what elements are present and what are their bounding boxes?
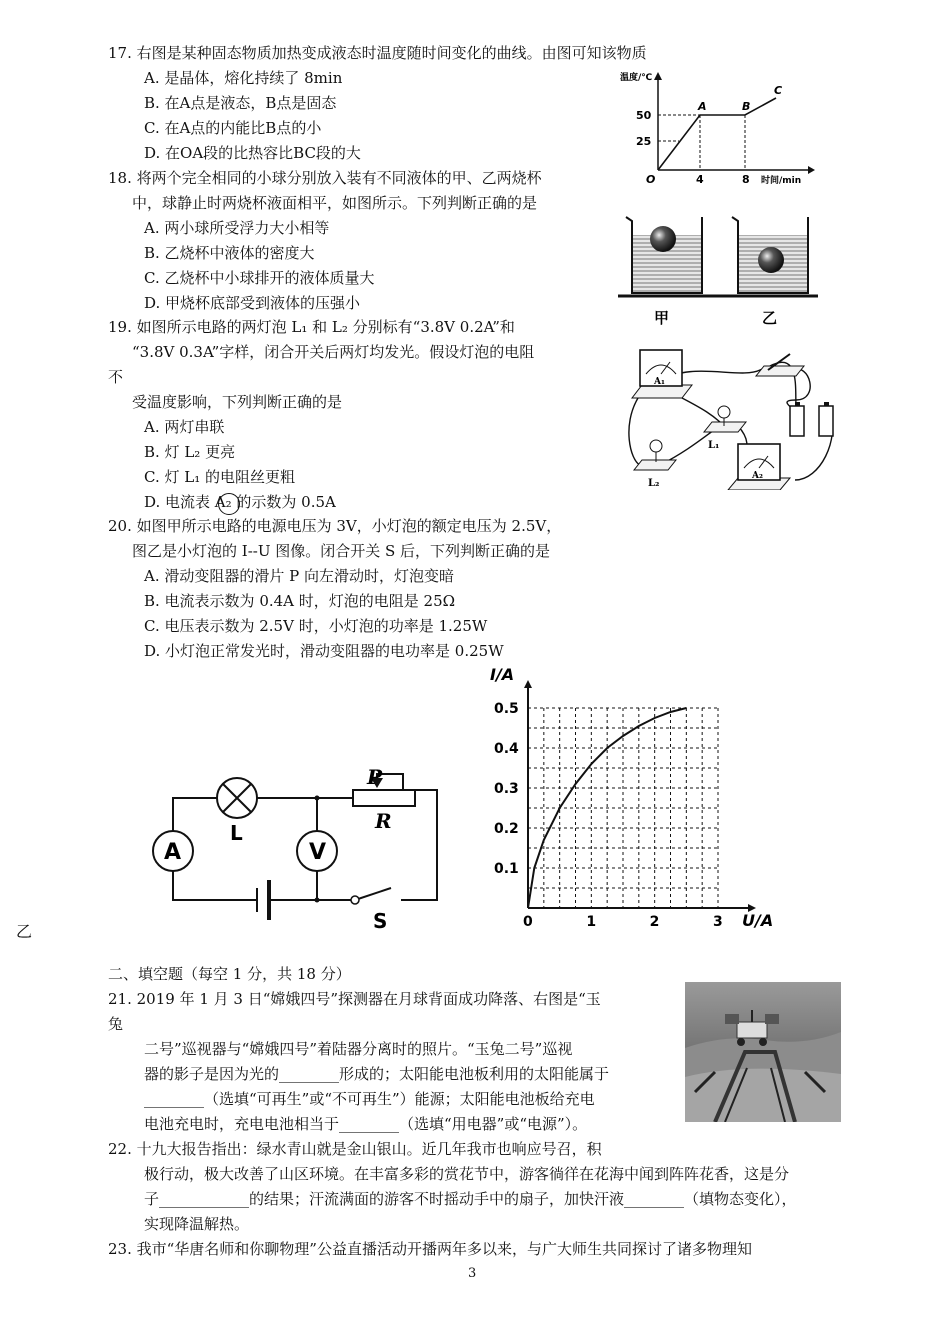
y-axis-arrow xyxy=(524,680,532,688)
q20-circuit-diagram xyxy=(145,762,445,932)
battery-pair xyxy=(790,402,833,436)
q19-option-b: B. 灯 L₂ 更亮 xyxy=(144,443,236,461)
q20-option-c: C. 电压表示数为 2.5V 时，小灯泡的功率是 1.25W xyxy=(144,617,488,635)
beaker-yi xyxy=(732,217,808,293)
q23-line1: 23. 我市“华唐名师和你聊物理”公益直播活动开播两年多以来，与广大师生共同探讨了诸多物理知 xyxy=(108,1240,752,1258)
q22-line4: 实现降温解热。 xyxy=(144,1215,250,1233)
voltmeter-label: V xyxy=(309,840,327,865)
section2-title: 二、填空题（每空 1 分，共 18 分） xyxy=(108,965,351,983)
rover-photo xyxy=(685,982,841,1122)
ball-jia xyxy=(650,226,676,252)
q19-option-c: C. 灯 L₁ 的电阻丝更粗 xyxy=(144,468,295,486)
q17-ytick-25: 25 xyxy=(636,135,652,148)
label-yi: 乙 xyxy=(762,309,778,327)
q17-ytick-50: 50 xyxy=(636,109,652,122)
q17-option-a: A. 是晶体，熔化持续了 8min xyxy=(144,69,343,87)
l2-label: L₂ xyxy=(648,478,660,489)
q19-circuit-figure xyxy=(620,340,845,490)
q19-stem-line2: “3.8V 0.3A”字样，闭合开关后两灯均发光。假设灯泡的电阻 xyxy=(132,343,535,361)
l1-label: L₁ xyxy=(708,440,720,451)
page-number: 3 xyxy=(468,1266,477,1281)
rheostat-label: R xyxy=(375,809,392,833)
q19-option-a: A. 两灯串联 xyxy=(144,418,225,436)
q18-beakers-figure xyxy=(612,205,822,335)
q17-point-c: C xyxy=(774,84,783,97)
q19-option-d: D. 电流表 A₂ 的示数为 0.5A xyxy=(144,493,336,511)
q20-iu-chart xyxy=(480,662,780,932)
q19-stem-line4: 受温度影响，下列判断正确的是 xyxy=(132,393,343,411)
q22-line1: 22. 十九大报告指出：绿水青山就是金山银山。近几年我市也响应号召，积 xyxy=(108,1140,602,1158)
label-jia: 甲 xyxy=(654,309,670,327)
q18-stem-line2: 中，球静止时两烧杯液面相平，如图所示。下列判断正确的是 xyxy=(132,194,538,212)
ammeter-a1 xyxy=(632,350,692,398)
q22-line2: 极行动，极大改善了山区环境。在丰富多彩的赏花节中，游客徜徉在花海中闻到阵阵花香，这是分 xyxy=(144,1165,790,1183)
q18-stem-line1: 18. 将两个完全相同的小球分别放入装有不同液体的甲、乙两烧杯 xyxy=(108,169,542,187)
ammeter-a2 xyxy=(728,444,790,490)
q21-line4: 器的影子是因为光的________形成的；太阳能电池板利用的太阳能属于 xyxy=(144,1065,610,1083)
q19-stem-line3: 不 xyxy=(108,368,124,386)
beaker-jia xyxy=(626,217,702,293)
ammeter-symbol xyxy=(153,831,193,871)
q19-stem-line1: 19. 如图所示电路的两灯泡 L₁ 和 L₂ 分别标有“3.8V 0.2A”和 xyxy=(108,318,515,336)
q18-option-c: C. 乙烧杯中小球排开的液体质量大 xyxy=(144,269,375,287)
q20-option-d: D. 小灯泡正常发光时，滑动变阻器的电功率是 0.25W xyxy=(144,642,504,660)
q19-annotation-circle xyxy=(218,493,240,515)
q20-option-a: A. 滑动变阻器的滑片 P 向左滑动时，灯泡变暗 xyxy=(144,567,454,585)
a2-label: A₂ xyxy=(752,471,763,481)
q18-option-d: D. 甲烧杯底部受到液体的压强小 xyxy=(144,294,361,312)
q17-temperature-graph xyxy=(618,66,818,186)
a1-label: A₁ xyxy=(654,377,665,387)
y-tick-label: 0.1 xyxy=(494,861,519,877)
switch-label: S xyxy=(373,909,388,932)
q18-option-b: B. 乙烧杯中液体的密度大 xyxy=(144,244,315,262)
y-tick-label: 0.5 xyxy=(494,701,519,717)
q17-point-a: A xyxy=(698,100,707,113)
voltmeter-symbol xyxy=(297,831,337,871)
q17-xtick-8: 8 xyxy=(742,173,750,186)
y-tick-label: 0.3 xyxy=(494,781,519,797)
q20-stem-line1: 20. 如图甲所示电路的电源电压为 3V，小灯泡的额定电压为 2.5V， xyxy=(108,517,562,535)
q17-option-b: B. 在A点是液态，B点是固态 xyxy=(144,94,337,112)
q21-line1: 21. 2019 年 1 月 3 日“嫦娥四号”探测器在月球背面成功降落、右图是“玉 xyxy=(108,990,601,1008)
ball-yi xyxy=(758,247,784,273)
q18-option-a: A. 两小球所受浮力大小相等 xyxy=(144,219,330,237)
q21-line5: ________（选填“可再生”或“不可再生”）能源；太阳能电池板给充电 xyxy=(144,1090,595,1108)
lamp-l2 xyxy=(634,440,676,489)
q20-stem-line2: 图乙是小灯泡的 I--U 图像。闭合开关 S 后，下列判断正确的是 xyxy=(132,542,551,560)
slider-label: P xyxy=(367,765,383,789)
q17-xtick-4: 4 xyxy=(696,173,704,186)
x-tick-label: 0 xyxy=(523,914,533,930)
lamp-label: L xyxy=(230,821,243,845)
chart-xlabel: U/A xyxy=(742,911,774,930)
q22-line3: 子____________的结果；汗流满面的游客不时摇动手中的扇子，加快汗液________（填物态变化）， xyxy=(144,1190,797,1208)
q17-stem: 17. 右图是某种固态物质加热变成液态时温度随时间变化的曲线。由图可知该物质 xyxy=(108,44,647,62)
chart-ylabel: I/A xyxy=(490,665,515,684)
y-tick-label: 0.4 xyxy=(494,741,519,757)
q17-origin: O xyxy=(646,173,656,186)
switch xyxy=(756,354,804,376)
q21-line6: 电池充电时，充电电池相当于________（选填“用电器”或“电源”）。 xyxy=(144,1115,588,1133)
q17-option-d: D. 在OA段的比热容比BC段的大 xyxy=(144,144,361,162)
q17-option-c: C. 在A点的内能比B点的小 xyxy=(144,119,322,137)
x-tick-label: 2 xyxy=(649,914,660,930)
x-tick-label: 3 xyxy=(713,914,723,930)
y-tick-label: 0.2 xyxy=(494,821,519,837)
q17-point-b: B xyxy=(742,100,751,113)
figure-side-label: 乙 xyxy=(16,922,33,941)
x-tick-label: 1 xyxy=(586,914,597,930)
q17-xlabel: 时间/min xyxy=(761,176,802,186)
lamp-symbol xyxy=(217,778,257,845)
q21-line2: 兔 xyxy=(108,1015,124,1033)
ammeter-label: A xyxy=(164,840,182,865)
q20-option-b: B. 电流表示数为 0.4A 时，灯泡的电阻是 25Ω xyxy=(144,592,456,610)
q21-line3: 二号”巡视器与“嫦娥四号”着陆器分离时的照片。“玉兔二号”巡视 xyxy=(144,1040,573,1058)
q17-ylabel: 温度/℃ xyxy=(620,73,653,83)
